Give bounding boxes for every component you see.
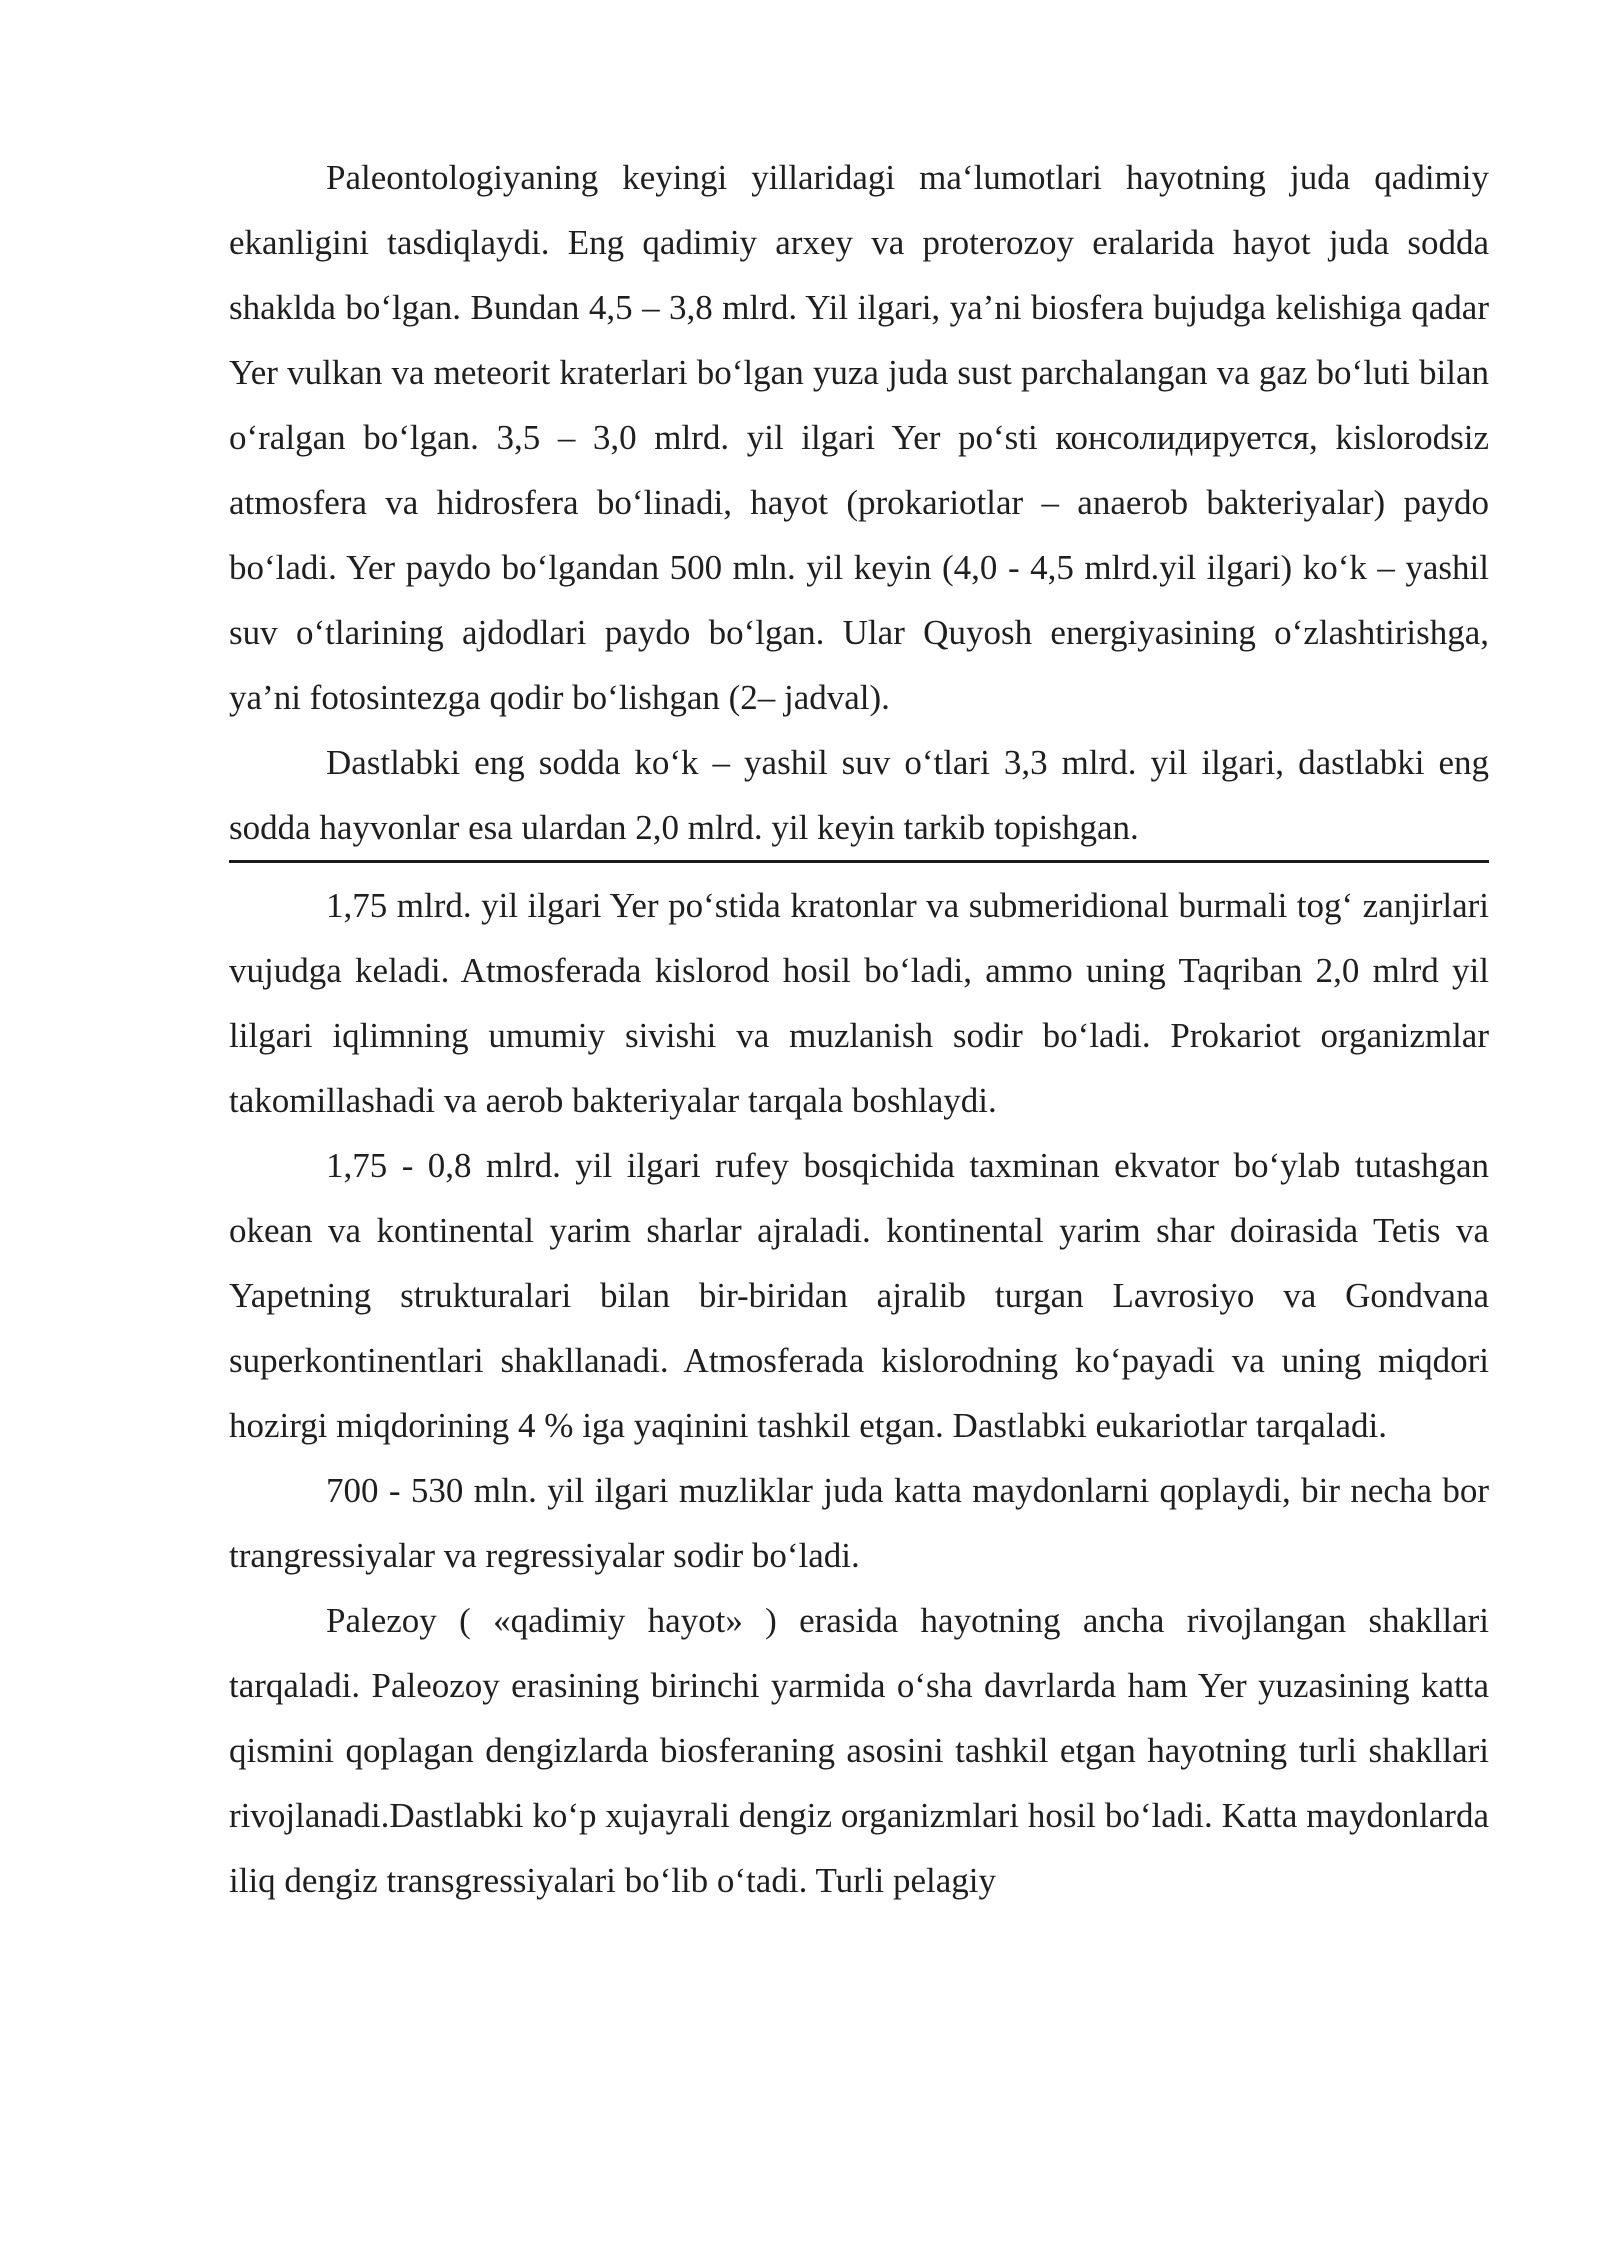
section-divider: [229, 860, 1489, 863]
paragraph-3: 1,75 mlrd. yil ilgari Yer po‘stida kratonlar va submeridional burmali tog‘ zanjirlari vujudga keladi. Atmosferada kislorod hosil bo‘ladi, ammo uning Taqriban 2,0 mlrd yil lilgari iqlimning umumiy sivishi va muzlanish sodir bo‘ladi. Prokariot organizmlar takomillashadi va aerob bakteriyalar tarqala boshlaydi.: [229, 886, 1489, 1120]
paragraph-2: Dastlabki eng sodda ko‘k – yashil suv o‘tlari 3,3 mlrd. yil ilgari, dastlabki eng sodda hayvonlar esa ulardan 2,0 mlrd. yil keyin tarkib topishgan.: [229, 743, 1489, 847]
paragraph-4: 1,75 - 0,8 mlrd. yil ilgari rufey bosqichida taxminan ekvator bo‘ylab tutashgan okean va kontinental yarim sharlar ajraladi. kontinental yarim shar doirasida Tetis va Yapetning strukturalari bilan bir-biridan ajralib turgan Lavrosiyo va Gondvana superkontinentlari shakllanadi. Atmosferada kislorodning ko‘payadi va uning miqdori hozirgi miqdorining 4 % iga yaqinini tashkil etgan. Dastlabki eukariotlar tarqaladi.: [229, 1146, 1489, 1445]
paragraph-5: 700 - 530 mln. yil ilgari muzliklar juda katta maydonlarni qoplaydi, bir necha bor trangressiyalar va regressiyalar sodir bo‘ladi.: [229, 1471, 1489, 1575]
document-body: [229, 145, 1489, 1913]
paragraph-6: Palezoy ( «qadimiy hayot» ) erasida hayotning ancha rivojlangan shakllari tarqaladi. Paleozoy erasining birinchi yarmida o‘sha davrlarda ham Yer yuzasining katta qismini qoplagan dengizlarda biosferaning asosini tashkil etgan hayotning turli shakllari rivojlanadi.Dastlabki ko‘p xujayrali dengiz organizmlari hosil bo‘ladi. Katta maydonlarda iliq dengiz transgressiyalari bo‘lib o‘tadi. Turli pelagiy: [229, 1601, 1489, 1900]
paragraph-1: Paleontologiyaning keyingi yillaridagi ma‘lumotlari hayotning juda qadimiy ekanligini tasdiqlaydi. Eng qadimiy arxey va proterozoy eralarida hayot juda sodda shaklda bo‘lgan. Bundan 4,5 – 3,8 mlrd. Yil ilgari, ya’ni biosfera bujudga kelishiga qadar Yer vulkan va meteorit kraterlari bo‘lgan yuza juda sust parchalangan va gaz bo‘luti bilan o‘ralgan bo‘lgan. 3,5 – 3,0 mlrd. yil ilgari Yer po‘sti консолидируется, kislorodsiz atmosfera va hidrosfera bo‘linadi, hayot (prokariotlar – anaerob bakteriyalar) paydo bo‘ladi. Yer paydo bo‘lgandan 500 mln. yil keyin (4,0 - 4,5 mlrd.yil ilgari) ko‘k – yashil suv o‘tlarining ajdodlari paydo bo‘lgan. Ular Quyosh energiyasining o‘zlashtirishga, ya’ni fotosintezga qodir bo‘lishgan (2– jadval).: [229, 158, 1489, 717]
